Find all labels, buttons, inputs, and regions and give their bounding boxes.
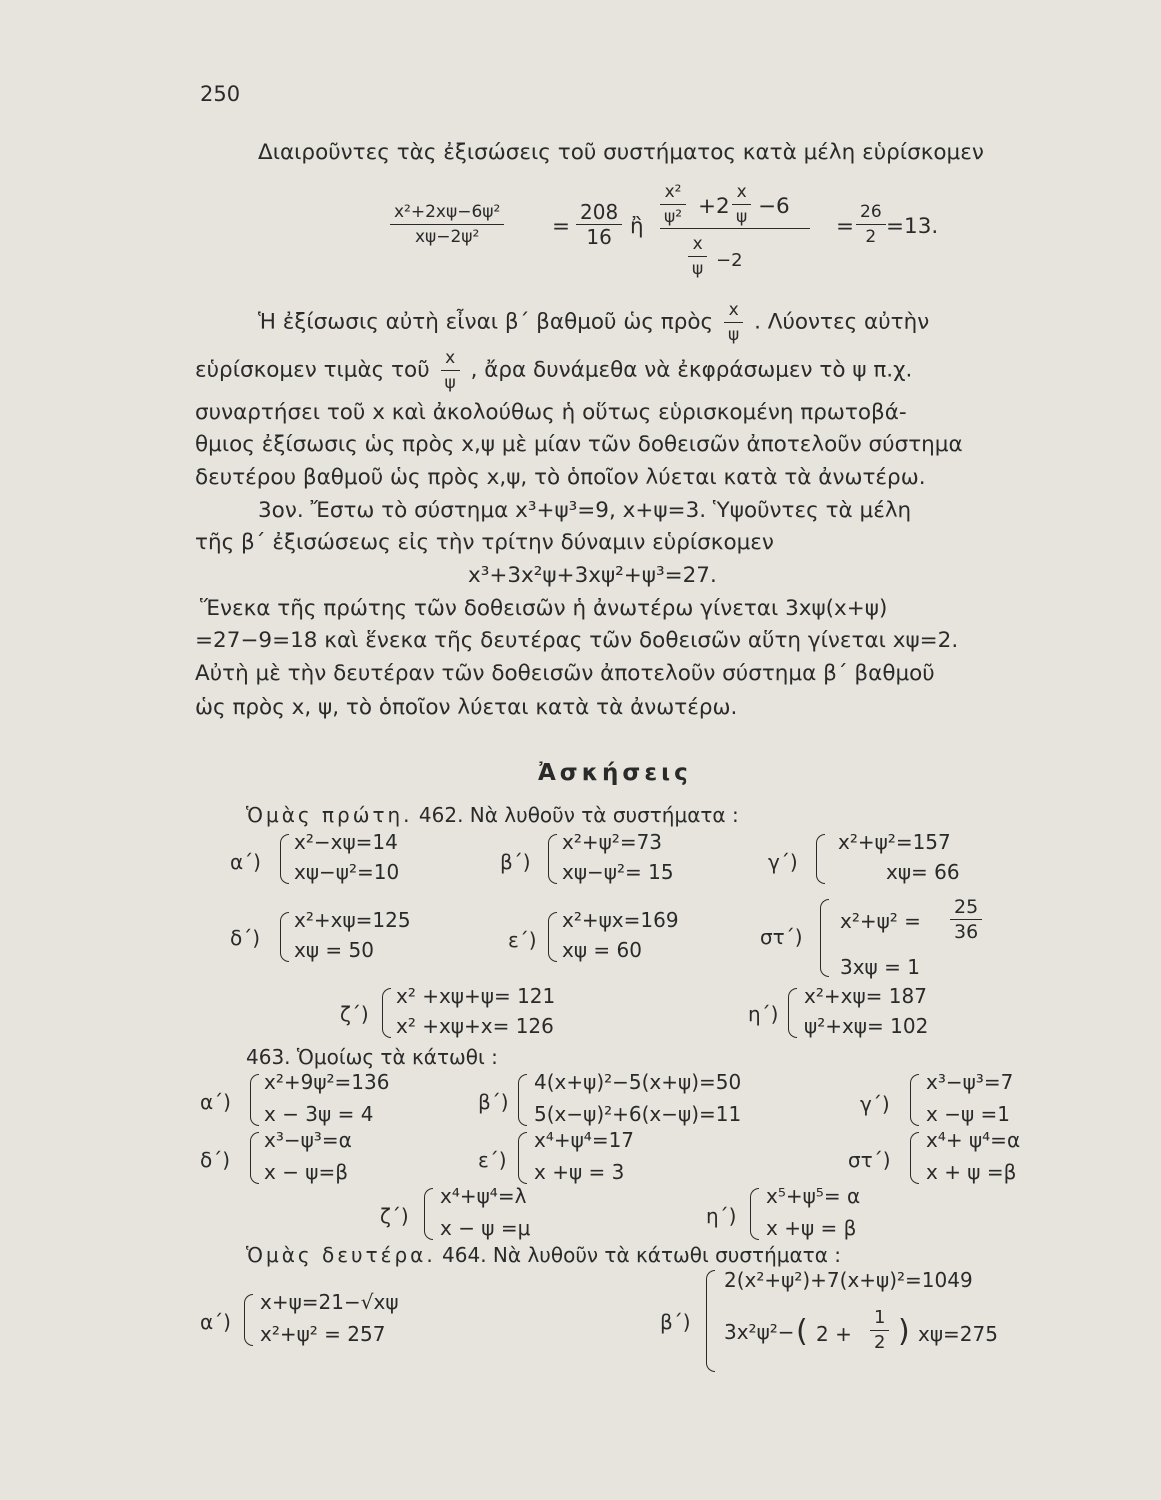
- page-number: 250: [200, 82, 241, 106]
- equation: 5(x−ψ)²+6(x−ψ)=11: [534, 1102, 742, 1126]
- denominator: ψ²: [664, 207, 683, 227]
- or-word: ἢ: [630, 214, 644, 239]
- brace: [280, 834, 289, 884]
- equation: x²+ψx=169: [562, 908, 679, 932]
- equation: x −ψ =1: [926, 1102, 1010, 1126]
- equation: x +ψ = β: [766, 1216, 857, 1240]
- group-name: Ὁμὰς πρώτη.: [246, 803, 413, 827]
- exercises-title: Ἀσκήσεις: [538, 760, 692, 786]
- para2-line2: τῆς β΄ ἐξισώσεως εἰς τὴν τρίτην δύναμιν εὑρίσκομεν: [195, 530, 774, 555]
- equation: x² +xψ+x= 126: [396, 1014, 554, 1038]
- term-plus2: +2: [698, 194, 730, 219]
- x-over-psi: [441, 346, 460, 395]
- equation: xψ=275: [918, 1322, 998, 1346]
- equation: x²+ψ² =: [840, 909, 921, 933]
- equation: x⁴+ ψ⁴=α: [926, 1128, 1021, 1152]
- group2-heading: [246, 1243, 841, 1267]
- numerator: x²+2xψ−6ψ²: [390, 200, 504, 225]
- system-label: ζ΄): [340, 1002, 369, 1026]
- denominator: ψ: [736, 207, 748, 227]
- equation: x⁵+ψ⁵= α: [766, 1184, 861, 1208]
- denominator: ψ: [692, 259, 704, 279]
- numerator: x: [724, 298, 743, 323]
- equation: x + ψ =β: [926, 1160, 1017, 1184]
- numerator: 208: [576, 200, 622, 225]
- equation: 2(x²+ψ²)+7(x+ψ)²=1049: [724, 1268, 973, 1292]
- system-label: α΄): [200, 1090, 231, 1114]
- brace: [250, 1074, 259, 1126]
- brace: [816, 834, 825, 884]
- x2-over-psi2: [660, 180, 686, 229]
- denominator: ψ: [728, 325, 740, 345]
- equation: x³−ψ³=7: [926, 1070, 1014, 1094]
- equation: x⁴+ψ⁴=λ: [440, 1184, 527, 1208]
- denominator: 2: [874, 1332, 886, 1353]
- term-minus6: −6: [758, 194, 790, 219]
- para2-line6: ὡς πρὸς x, ψ, τὸ ὁποῖον λύεται κατὰ τὰ ἀνωτέρω.: [195, 695, 738, 720]
- brace: [706, 1270, 715, 1372]
- numerator: x: [688, 232, 707, 257]
- equals-sign: =: [552, 214, 571, 239]
- equation: xψ−ψ²= 15: [562, 860, 674, 884]
- exercise-instruction: 464. Νὰ λυθοῦν τὰ κάτωθι συστήματα :: [442, 1243, 841, 1267]
- para1-line1: [258, 298, 929, 347]
- system-label: ε΄): [478, 1148, 507, 1172]
- para2-line5: Αὐτὴ μὲ τὴν δευτέραν τῶν δοθεισῶν ἀποτελοῦν σύστημα β΄ βαθμοῦ: [195, 661, 935, 686]
- ex463-heading: 463. Ὁμοίως τὰ κάτωθι :: [246, 1045, 498, 1069]
- equation: x² +xψ+ψ= 121: [396, 984, 556, 1008]
- equation: xψ = 60: [562, 938, 642, 962]
- equation: x²+ψ²=73: [562, 830, 663, 854]
- para2-line4: =27−9=18 καὶ ἕνεκα τῆς δευτέρας τῶν δοθεισῶν αὕτη γίνεται xψ=2.: [195, 628, 959, 653]
- text: εὑρίσκομεν τιμὰς τοῦ: [195, 357, 430, 383]
- equation: 4(x+ψ)²−5(x+ψ)=50: [534, 1070, 742, 1094]
- system-label: δ΄): [230, 926, 261, 950]
- denominator: 36: [954, 921, 979, 943]
- brace: [518, 1132, 527, 1184]
- equation: x+ψ=21−√xψ: [260, 1290, 399, 1314]
- system-label: δ΄): [200, 1148, 231, 1172]
- equation: xψ= 66: [886, 860, 960, 884]
- complex-fraction: [660, 180, 820, 280]
- text: Ἡ ἐξίσωσις αὐτὴ εἶναι β΄ βαθμοῦ ὡς πρὸς: [258, 309, 714, 335]
- fraction-lhs: [390, 200, 504, 249]
- para1-line4: θμιος ἐξίσωσις ὡς πρὸς x,ψ μὲ μίαν τῶν δοθεισῶν ἀποτελοῦν σύστημα: [195, 432, 963, 457]
- paren-open: (: [796, 1314, 808, 1349]
- numerator: x: [732, 180, 751, 205]
- para2-line1: 3ον. Ἔστω τὸ σύστημα x³+ψ³=9, x+ψ=3. Ὑψοῦντες τὰ μέλη: [258, 498, 912, 523]
- para1-line3: συναρτήσει τοῦ x καὶ ἀκολούθως ἡ οὕτως εὑρισκομένη πρωτοβά-: [195, 400, 907, 425]
- equation: x²+xψ=125: [294, 908, 411, 932]
- brace: [518, 1074, 527, 1126]
- system-label: β΄): [478, 1090, 509, 1114]
- fraction-bar: [660, 228, 810, 229]
- result-13: =13.: [886, 214, 939, 239]
- equation: x − 3ψ = 4: [264, 1102, 374, 1126]
- equation: ψ²+xψ= 102: [804, 1014, 929, 1038]
- fraction-208-16: [576, 200, 622, 249]
- equation: x²+ψ² = 257: [260, 1322, 386, 1346]
- numerator: 25: [950, 895, 982, 920]
- numerator: x²: [660, 180, 686, 205]
- denominator: 2: [865, 227, 877, 247]
- brace: [820, 899, 829, 977]
- equation: 3x²ψ²−: [724, 1320, 795, 1344]
- system-label: γ΄): [768, 850, 798, 874]
- x-over-psi: [724, 298, 743, 347]
- x-over-psi: [732, 180, 751, 229]
- equation: x⁴+ψ⁴=17: [534, 1128, 635, 1152]
- equation: xψ−ψ²=10: [294, 860, 400, 884]
- equation: 3xψ = 1: [840, 955, 920, 979]
- equation: x²+xψ= 187: [804, 984, 927, 1008]
- denominator: 16: [586, 225, 612, 249]
- intro-text: Διαιροῦντες τὰς ἐξισώσεις τοῦ συστήματος κατὰ μέλη εὑρίσκομεν: [258, 140, 984, 165]
- brace: [548, 834, 557, 884]
- system-label: α΄): [200, 1310, 231, 1334]
- system-label: η΄): [748, 1002, 779, 1026]
- equation: 2 +: [816, 1322, 852, 1346]
- brace: [280, 912, 289, 962]
- group-name: Ὁμὰς δευτέρα.: [246, 1243, 436, 1267]
- numerator: x: [441, 346, 460, 371]
- equation: xψ = 50: [294, 938, 374, 962]
- equation: x²+ψ²=157: [838, 830, 951, 854]
- system-label: στ΄): [760, 925, 803, 949]
- system-label: β΄): [500, 850, 531, 874]
- x-over-psi: [688, 232, 707, 281]
- exercise-instruction: 462. Νὰ λυθοῦν τὰ συστήματα :: [418, 803, 739, 827]
- brace: [750, 1188, 759, 1240]
- system-label: β΄): [660, 1310, 691, 1334]
- equation: x²+9ψ²=136: [264, 1070, 390, 1094]
- brace: [424, 1188, 433, 1240]
- text: , ἄρα δυνάμεθα νὰ ἐκφράσωμεν τὸ ψ π.χ.: [470, 357, 913, 383]
- equals-sign: =: [836, 214, 855, 239]
- brace: [244, 1294, 253, 1346]
- fraction-26-2: [856, 200, 886, 249]
- brace: [548, 912, 557, 962]
- equation: x − ψ=β: [264, 1160, 349, 1184]
- system-label: ζ΄): [380, 1204, 409, 1228]
- brace: [250, 1132, 259, 1184]
- system-label: γ΄): [860, 1092, 890, 1116]
- para2-formula: x³+3x²ψ+3xψ²+ψ³=27.: [468, 563, 717, 588]
- equation: x − ψ =μ: [440, 1216, 531, 1240]
- para1-line5: δευτέρου βαθμοῦ ὡς πρὸς x,ψ, τὸ ὁποῖον λύεται κατὰ τὰ ἀνωτέρω.: [195, 465, 926, 490]
- brace: [382, 988, 391, 1038]
- brace: [788, 988, 797, 1038]
- system-label: ε΄): [508, 928, 537, 952]
- group1-heading: [246, 803, 739, 827]
- term-minus2: −2: [716, 250, 743, 271]
- system-label: η΄): [706, 1204, 737, 1228]
- fraction-25-36: [950, 895, 982, 944]
- equation: x²−xψ=14: [294, 830, 398, 854]
- complex-numerator: [660, 180, 820, 226]
- paren-close: ): [898, 1314, 910, 1349]
- fraction-1-2: [870, 1306, 889, 1355]
- para2-line3: Ἕνεκα τῆς πρώτης τῶν δοθεισῶν ἡ ἀνωτέρω γίνεται 3xψ(x+ψ): [200, 596, 888, 621]
- system-label: στ΄): [848, 1148, 891, 1172]
- equation: x +ψ = 3: [534, 1160, 625, 1184]
- system-label: α΄): [230, 850, 261, 874]
- para1-line2: [195, 346, 912, 395]
- equation: x³−ψ³=α: [264, 1128, 352, 1152]
- numerator: 26: [856, 200, 886, 225]
- brace: [910, 1074, 919, 1126]
- brace: [910, 1132, 919, 1184]
- text: . Λύοντες αὐτὴν: [754, 309, 930, 335]
- denominator: xψ−2ψ²: [414, 227, 480, 247]
- denominator: ψ: [444, 373, 456, 393]
- numerator: 1: [870, 1306, 889, 1331]
